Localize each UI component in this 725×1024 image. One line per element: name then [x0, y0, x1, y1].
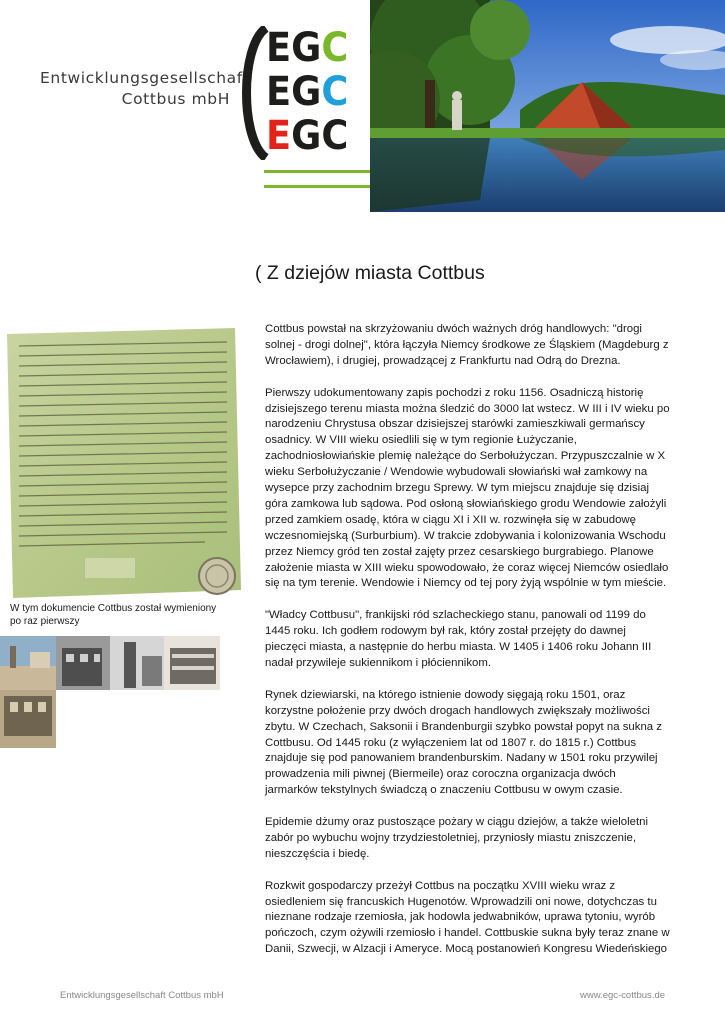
paragraph-5: Epidemie dżumy oraz pustoszące pożary w ciągu dziejów, a także wieloletni zabór po wybuchu wojny trzydziestoletniej, przyniosły miastu zniszczenie, nieszczęścia i biedę. [265, 816, 649, 860]
logo-row-2 [266, 69, 349, 115]
park-pyramid-photo [370, 0, 725, 212]
paragraph-1: Cottbus powstał na skrzyżowaniu dwóch ważnych dróg handlowych: "drogi solnej - drogi dolnej", która łączyła Niemcy środkowe ze Śląskiem (Magdeburg z Wrocławiem), i drugiej, prowadzącej z Frankfurtu nad Odrą do Drezna. [265, 323, 669, 367]
document-caption: W tym dokumencie Cottbus został wymieniony po raz pierwszy [10, 603, 217, 627]
egc-logo [266, 26, 350, 158]
logo-row-2-c: C [321, 69, 349, 115]
logo-row-1 [266, 25, 349, 71]
city-photos-collage [0, 636, 230, 748]
logo-row-1-eg: EG [266, 25, 322, 71]
historic-document-image [5, 328, 243, 598]
company-name-line1: Entwicklungsgesellschaft [40, 69, 250, 87]
logo-row-1-c: C [321, 25, 349, 71]
page-title: ( Z dziejów miasta Cottbus [255, 262, 485, 284]
logo-row-3-e: E [266, 113, 292, 159]
footer-website-link[interactable]: www.egc-cottbus.de [580, 990, 666, 1001]
paragraph-2: Pierwszy udokumentowany zapis pochodzi z roku 1156. Osadniczą historię dzisiejszego terenu miasta można śledzić do 3000 lat wstecz. W III i IV wieku po narodzeniu Chrystusa obszar dzisiejszej starówki zamieszkiwali germańscy osadnicy. W VIII wieku osiedlili się w tym regionie Łużyczanie, zachodniosłowiańskie plemię należące do Serbołużyczan. Przypuszczalnie w X wieku Serbołużyczanie / Wendowie wybudowali słowiański wał zamkowy na wysepce przy zachodnim brzegu Sprewy. W tym miejscu znajduje się dzisiaj góra zamkowa lub sądowa. Pod osłoną słowiańskiego grodu Wendowie założyli przed zamkiem osadę, która w ciągu XI i XII w. rozwinęła się w zabudowę wczesnomiejską (Surburbium). W trakcie zdobywania i kolonizowania Wschodu przez Niemcy gród ten został zajęty przez cesarskiego burgrabiego. Planowe założenie miasta w XIII wieku spowodowało, że coraz więcej Niemców osiedlało się na tym terenie. Wendowie i Niemcy od tej pory żyją wspólnie w tym mieście. [265, 386, 670, 590]
logo-row-3 [266, 113, 349, 159]
logo-row-2-eg: EG [266, 69, 322, 115]
paragraph-3: "Władcy Cottbusu", frankijski ród szlacheckiego stanu, panowali od 1199 do 1445 roku. Ich godłem rodowym był rak, który został przejęty do dawnej pieczęci miasta, a następnie do herbu miasta. W 1405 i 1406 roku Johann III nadał przywileje sukiennikom i płóciennikom. [265, 609, 652, 669]
company-name [40, 68, 250, 110]
paragraph-6: Rozkwit gospodarczy przeżył Cottbus na początku XVIII wieku wraz z osiedleniem się francuskich Hugenotów. Wprowadzili oni nowe, dotychczas tu nieznane rodzaje rzemiosła, jak hodowla jedwabników, uprawa tytoniu, wyrób pończoch, czym ożywili rzemiosło i handel. Cottbuskie sukna były teraz znane w Danii, Szwecji, w Alzacji i Ameryce. Mocą postanowień Kongresu Wiedeńskiego [265, 879, 670, 956]
paragraph-4: Rynek dziewiarski, na którego istnienie dowody sięgają roku 1501, oraz korzystne położenie przy dwóch drogach handlowych zwiększały możliwości zbytu. W Czechach, Saksonii i Brandenburgii szybko powstał popyt na sukna z Cottbusu. Od 1445 roku (z wyłączeniem lat od 1807 r. do 1815 r.) Cottbus znajduje się pod panowaniem brandenburskim. Nadany w 1501 roku przywilej prowadzenia mili piwnej (Biermeile) oraz coroczna organizacja dwóch jarmarków tekstylnych świadczą o znaczeniu Cottbusu w owym czasie. [265, 688, 662, 797]
article-body [265, 322, 670, 974]
logo-row-3-gc: GC [291, 113, 349, 159]
footer-company: Entwicklungsgesellschaft Cottbus mbH [60, 990, 224, 1001]
company-name-line2: Cottbus mbH [121, 90, 230, 108]
logo-bracket-icon [236, 26, 270, 160]
